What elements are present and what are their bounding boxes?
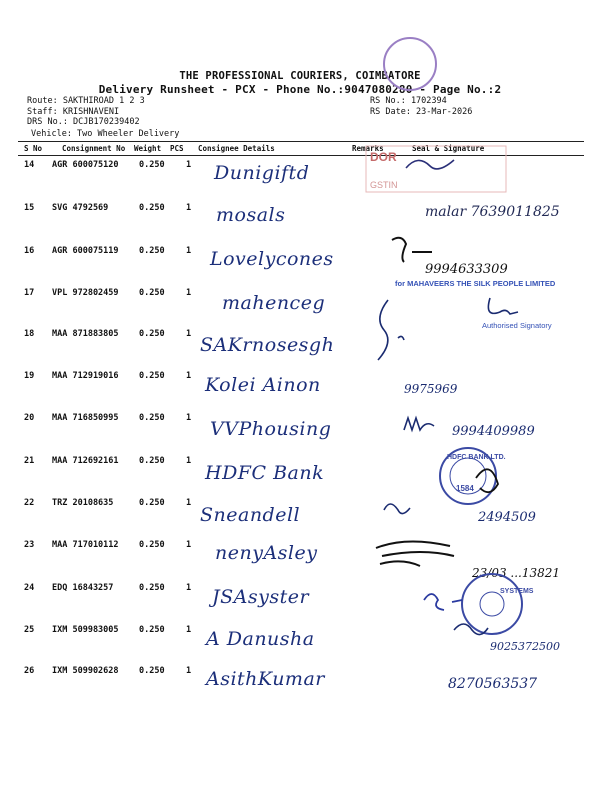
row-weight: 0.250 <box>139 288 165 298</box>
handwritten-consignee: A Danusha <box>206 628 315 650</box>
handwritten-remark: 9975969 <box>404 382 458 396</box>
row-consignment: VPL 972802459 <box>52 288 119 298</box>
col-seal: Seal & Signature <box>412 144 485 153</box>
row-pcs: 1 <box>186 456 192 466</box>
handwritten-consignee: nenyAsley <box>215 542 318 564</box>
col-pcs: PCS <box>170 144 184 153</box>
mahaveers-stamp: for MAHAVEERS THE SILK PEOPLE LIMITED <box>395 279 556 288</box>
staff-label: Staff: KRISHNAVENI <box>27 106 120 117</box>
row-consignment: MAA 716850995 <box>52 413 119 423</box>
authorised-signatory: Authorised Signatory <box>482 321 552 330</box>
hdfc-stamp-label: HDFC BANK LTD. <box>447 454 506 461</box>
row-consignment: SVG 4792569 <box>52 203 109 213</box>
handwritten-consignee: HDFC Bank <box>205 462 325 484</box>
vehicle-label: Vehicle: Two Wheeler Delivery <box>31 129 180 139</box>
col-sno: S No <box>24 144 43 153</box>
row-weight: 0.250 <box>139 540 165 550</box>
drs-label: DRS No.: DCJB170239402 <box>27 117 140 127</box>
runsheet-subtitle: Delivery Runsheet - PCX - Phone No.:9047080280 - Page No.:2 <box>98 83 502 96</box>
signature-row16 <box>392 238 432 262</box>
signature-row17 <box>488 298 518 314</box>
row-sno: 16 <box>24 246 35 256</box>
row-pcs: 1 <box>186 583 192 593</box>
systems-inner-ring <box>480 592 504 616</box>
row-pcs: 1 <box>186 288 192 298</box>
hdfc-stamp-code: 1584 <box>456 484 474 493</box>
row-weight: 0.250 <box>139 583 165 593</box>
row-sno: 18 <box>24 329 35 339</box>
row-consignment: MAA 871883805 <box>52 329 119 339</box>
row-sno: 20 <box>24 413 35 423</box>
dor-stamp-label: DOR <box>370 150 397 164</box>
row-consignment: TRZ 20108635 <box>52 498 114 508</box>
handwritten-consignee: Lovelycones <box>210 248 334 270</box>
handwritten-consignee: Sneandell <box>200 504 301 526</box>
purple-round-stamp <box>384 38 436 90</box>
handwritten-consignee: Kolei Ainon <box>205 374 321 396</box>
row-weight: 0.250 <box>139 160 165 170</box>
row-sno: 17 <box>24 288 35 298</box>
handwritten-consignee: JSAsyster <box>212 586 310 608</box>
row-pcs: 1 <box>186 371 192 381</box>
row-consignment: MAA 717010112 <box>52 540 119 550</box>
row-pcs: 1 <box>186 203 192 213</box>
row-sno: 14 <box>24 160 35 170</box>
row-sno: 15 <box>24 203 35 213</box>
row-consignment: MAA 712919016 <box>52 371 119 381</box>
row-weight: 0.250 <box>139 456 165 466</box>
handwritten-consignee: mosals <box>216 204 286 226</box>
row-weight: 0.250 <box>139 203 165 213</box>
row-sno: 26 <box>24 666 35 676</box>
handwritten-consignee: SAKrnosesgh <box>200 334 335 356</box>
rs-no-label: RS No.: 1702394 <box>370 96 447 106</box>
col-weight: Weight <box>134 144 162 153</box>
handwritten-consignee: mahenceg <box>222 292 326 314</box>
row-sno: 22 <box>24 498 35 508</box>
row-pcs: 1 <box>186 246 192 256</box>
row-weight: 0.250 <box>139 666 165 676</box>
col-consignment: Consignment No <box>62 144 126 153</box>
signature-row22 <box>384 504 410 514</box>
systems-stamp-label: SYSTEMS <box>500 588 534 595</box>
row-weight: 0.250 <box>139 329 165 339</box>
row-pcs: 1 <box>186 540 192 550</box>
route-label: Route: SAKTHIROAD 1 2 3 <box>27 96 145 106</box>
row-consignment: IXM 509983005 <box>52 625 119 635</box>
row-sno: 19 <box>24 371 35 381</box>
row-consignment: AGR 600075119 <box>52 246 119 256</box>
row-consignment: IXM 509902628 <box>52 666 119 676</box>
handwritten-consignee: AsithKumar <box>206 668 325 690</box>
handwritten-consignee: Dunigiftd <box>214 162 310 184</box>
row-consignment: MAA 712692161 <box>52 456 119 466</box>
handwritten-remark: 8270563537 <box>448 676 538 692</box>
row-weight: 0.250 <box>139 625 165 635</box>
row-pcs: 1 <box>186 160 192 170</box>
handwritten-remark: 23/03 ...13821 <box>472 566 561 580</box>
handwritten-remark: 9994633309 <box>425 262 508 277</box>
rs-date-label: RS Date: 23-Mar-2026 <box>370 106 473 117</box>
row-sno: 25 <box>24 625 35 635</box>
signature-row20 <box>404 418 434 430</box>
handwritten-consignee: VVPhousing <box>210 418 332 440</box>
row-weight: 0.250 <box>139 413 165 423</box>
row-sno: 23 <box>24 540 35 550</box>
row-pcs: 1 <box>186 625 192 635</box>
handwritten-remark: malar 7639011825 <box>425 204 560 220</box>
row-pcs: 1 <box>186 498 192 508</box>
handwritten-remark: 2494509 <box>478 510 536 525</box>
gstin-stamp-label: GSTIN <box>370 180 398 190</box>
row-consignment: EDQ 16843257 <box>52 583 114 593</box>
row-weight: 0.250 <box>139 498 165 508</box>
signature-row14 <box>406 160 454 169</box>
row-pcs: 1 <box>186 666 192 676</box>
row-weight: 0.250 <box>139 371 165 381</box>
signature-row18 <box>378 300 404 360</box>
systems-round-stamp <box>462 574 522 634</box>
signature-row23 <box>376 541 454 566</box>
row-consignment: AGR 600075120 <box>52 160 119 170</box>
handwritten-remark: 9025372500 <box>490 640 560 653</box>
row-sno: 24 <box>24 583 35 593</box>
col-remarks: Remarks <box>352 144 384 153</box>
row-sno: 21 <box>24 456 35 466</box>
row-pcs: 1 <box>186 329 192 339</box>
col-consignee: Consignee Details <box>198 144 275 153</box>
company-title: THE PROFESSIONAL COURIERS, COIMBATORE <box>179 70 421 82</box>
row-pcs: 1 <box>186 413 192 423</box>
handwritten-remark: 9994409989 <box>452 424 535 439</box>
row-weight: 0.250 <box>139 246 165 256</box>
signature-row24 <box>424 594 462 610</box>
